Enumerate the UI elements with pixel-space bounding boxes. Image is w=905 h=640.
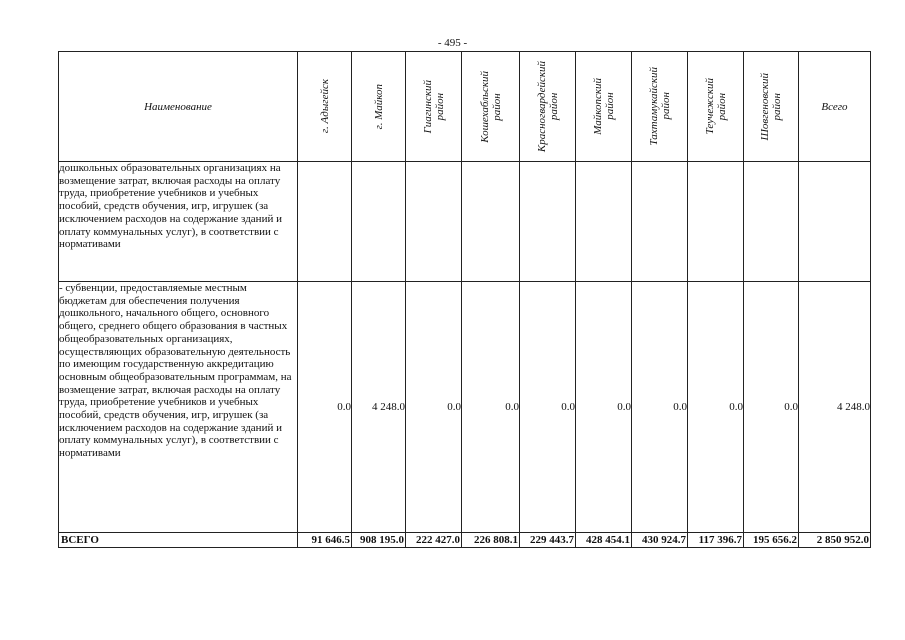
row-1-name: - субвенции, предоставляемые местным бюджетам для обеспечения получения дошкольного, начального общего, основного общего, среднего общего образования в частных общеобразовательных организациях, осуществляющих образовательную деятельность по имеющим государственную аккредитацию основным общеобразовательным программам, на возмещение затрат, включая расходы на оплату труда, приобретение учебников и учебных пособий, средств обучения, игр, игрушек (за исключением расходов на содержание зданий и оплату коммунальных услуг), в соответствии с нормативами: [59, 282, 298, 533]
table-row: [59, 282, 871, 533]
header-col-7: [688, 52, 744, 162]
total-cell-4: 229 443.7: [520, 533, 576, 548]
row-1-cell-8: 0.0: [744, 282, 799, 533]
page-number: - 495 -: [437, 37, 468, 49]
row-0-cell-1: [352, 162, 406, 282]
header-col-2: [406, 52, 462, 162]
total-cell-1: 908 195.0: [352, 533, 406, 548]
row-0-cell-2: [406, 162, 462, 282]
total-cell-2: 222 427.0: [406, 533, 462, 548]
total-cell-5: 428 454.1: [576, 533, 632, 548]
row-0-cell-7: [688, 162, 744, 282]
header-col-4-label: Красногвардейский район: [535, 60, 560, 153]
row-0-cell-4: [520, 162, 576, 282]
header-col-8: [744, 52, 799, 162]
total-cell-7: 117 396.7: [688, 533, 744, 548]
row-0-cell-8: [744, 162, 799, 282]
header-total: Всего: [799, 52, 871, 162]
row-1-cell-3: 0.0: [462, 282, 520, 533]
row-1-cell-6: 0.0: [632, 282, 688, 533]
row-1-cell-1: 4 248.0: [352, 282, 406, 533]
total-grand: 2 850 952.0: [799, 533, 871, 548]
header-col-8-label: Шовгеновский район: [759, 72, 783, 141]
header-col-3-label: Кошехабльский район: [478, 70, 503, 143]
header-col-4: [520, 52, 576, 162]
total-cell-0: 91 646.5: [298, 533, 352, 548]
header-col-5-label: Майкопский район: [591, 78, 616, 135]
header-col-5: [576, 52, 632, 162]
header-col-6-label: Тахтамукайский район: [647, 67, 672, 146]
header-col-6: [632, 52, 688, 162]
header-col-1-label: г. Майкоп: [372, 83, 385, 130]
total-cell-3: 226 808.1: [462, 533, 520, 548]
header-col-1: [352, 52, 406, 162]
header-row: [59, 52, 871, 162]
row-1-cell-5: 0.0: [576, 282, 632, 533]
row-0-cell-0: [298, 162, 352, 282]
total-row: [59, 533, 871, 548]
header-col-0: [298, 52, 352, 162]
row-1-cell-7: 0.0: [688, 282, 744, 533]
total-cell-8: 195 656.2: [744, 533, 799, 548]
total-row-label: ВСЕГО: [59, 533, 298, 548]
header-col-7-label: Теучежский район: [703, 78, 728, 135]
row-0-name: дошкольных образовательных организациях на возмещение затрат, включая расходы на оплату труда, приобретение учебников и учебных пособий, средств обучения, игр, игрушек (за исключением расходов на содержание зданий и оплату коммунальных услуг), в соответствии с нормативами: [59, 162, 298, 282]
row-0-cell-3: [462, 162, 520, 282]
row-0-cell-5: [576, 162, 632, 282]
row-1-cell-4: 0.0: [520, 282, 576, 533]
row-1-cell-0: 0.0: [298, 282, 352, 533]
row-1-cell-2: 0.0: [406, 282, 462, 533]
header-col-3: [462, 52, 520, 162]
row-0-cell-6: [632, 162, 688, 282]
row-0-total: [799, 162, 871, 282]
header-col-0-label: г. Адыгейск: [318, 79, 331, 134]
total-cell-6: 430 924.7: [632, 533, 688, 548]
header-col-2-label: Гиагинский район: [421, 79, 446, 134]
row-1-total: 4 248.0: [799, 282, 871, 533]
header-name: Наименование: [59, 52, 298, 162]
budget-table: [58, 51, 871, 548]
table-row: [59, 162, 871, 282]
